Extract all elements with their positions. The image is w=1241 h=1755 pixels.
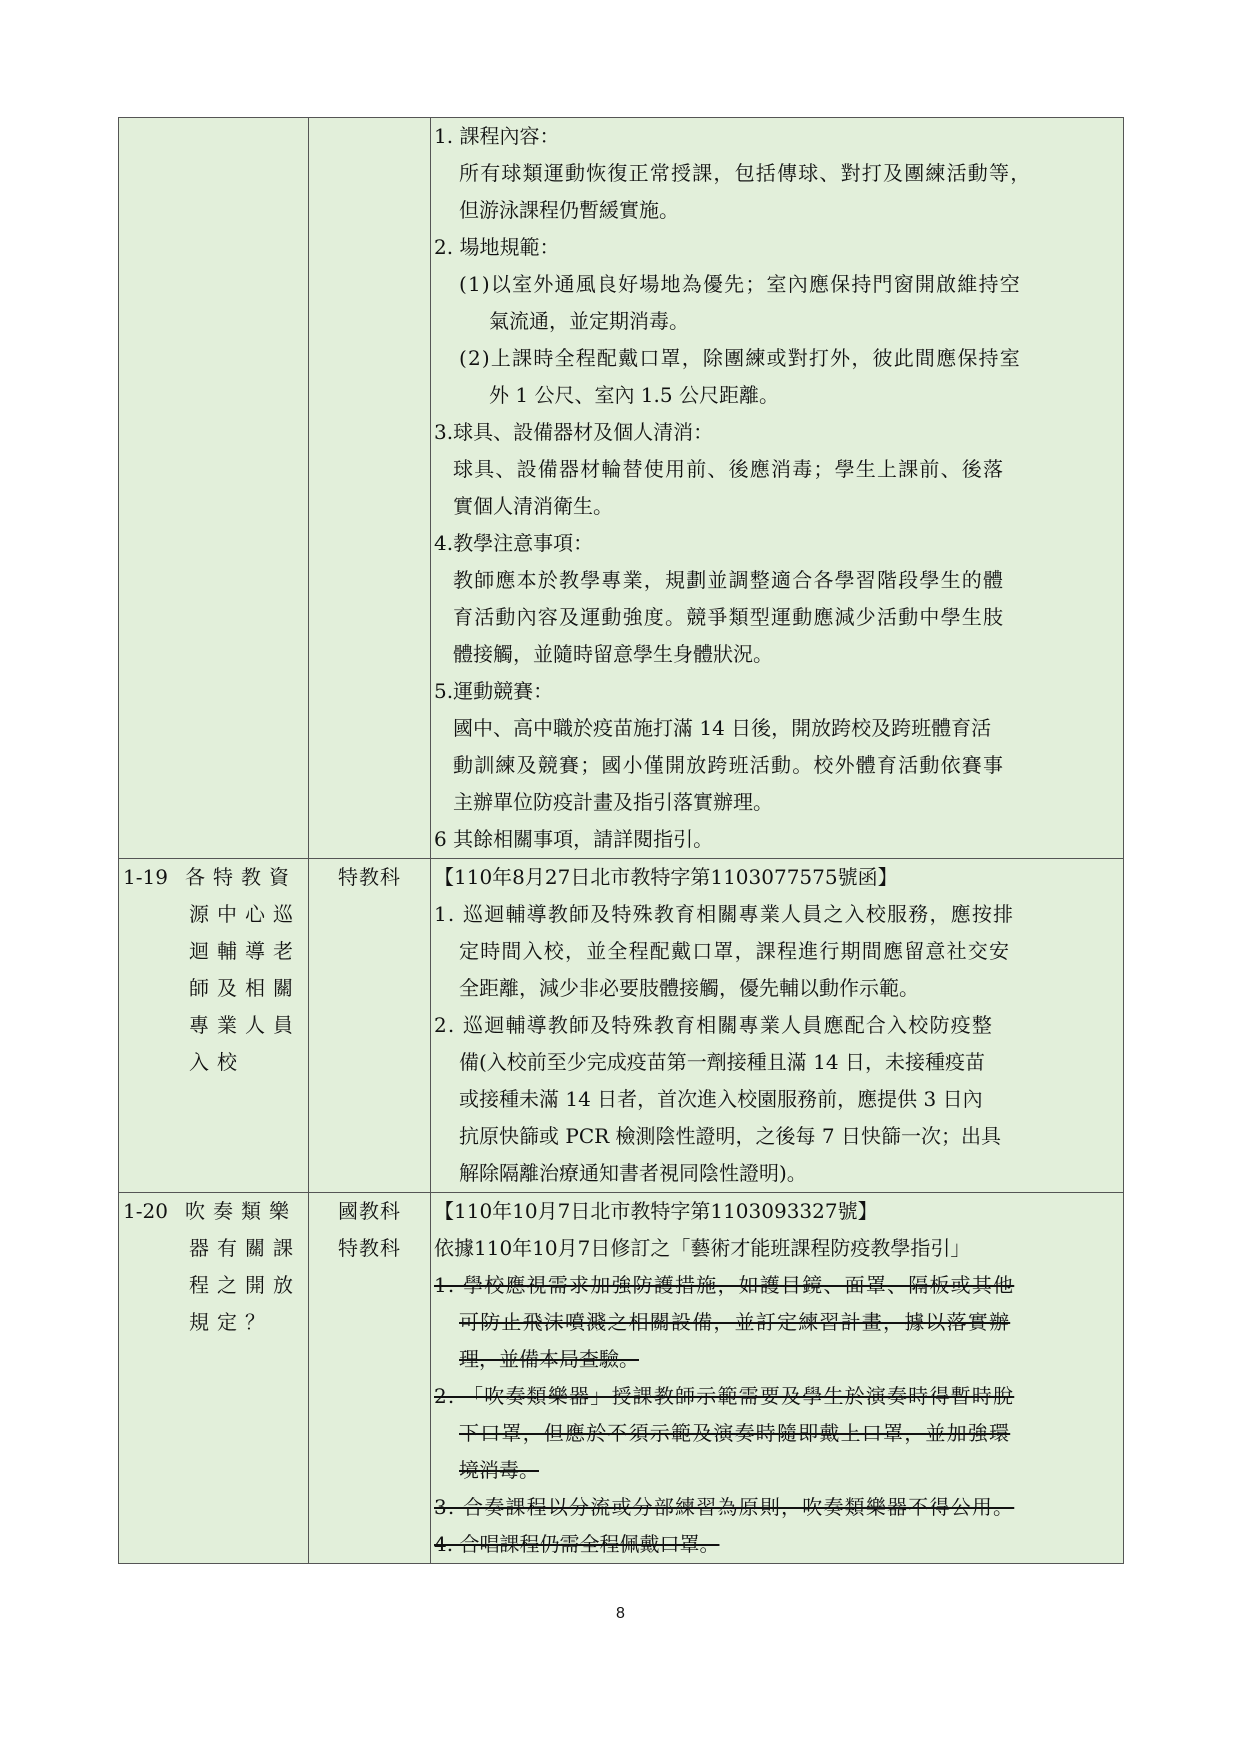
content-line: 【110年8月27日北市教特字第1103077575號函】	[434, 865, 898, 889]
item-title-line: 吹奏類樂	[185, 1199, 297, 1223]
struck-line: 理，並備本局查驗。	[459, 1347, 639, 1371]
content-line: 氣流通，並定期消毒。	[489, 309, 689, 333]
content-line: 或接種未滿 14 日者，首次進入校園服務前，應提供 3 日內	[459, 1087, 983, 1111]
struck-line: 境消毒。	[459, 1458, 539, 1482]
content-line: 3.球具、設備器材及個人清消：	[434, 420, 714, 444]
struck-line: 3. 合奏課程以分流或分部練習為原則，吹奏類樂器不得公用。	[434, 1495, 1015, 1519]
content-line: 動訓練及競賽；國小僅開放跨班活動。校外體育活動依賽事	[453, 753, 1005, 777]
content-line: 球具、設備器材輪替使用前、後應消毒；學生上課前、後落	[453, 457, 1005, 481]
dept-cell	[309, 859, 431, 1193]
content-line: 6 其餘相關事項，請詳閱指引。	[434, 827, 714, 851]
content-line: 定時間入校，並全程配戴口罩，課程進行期間應留意社交安	[459, 939, 1011, 963]
content-line: 5.運動競賽：	[434, 679, 554, 703]
content-line: 1. 巡迴輔導教師及特殊教育相關專業人員之入校服務，應按排	[434, 902, 1015, 926]
content-line: 1. 課程內容：	[434, 124, 560, 148]
table-row	[119, 1193, 1124, 1564]
content-line: 4.教學注意事項：	[434, 531, 594, 555]
item-title-line: 入校	[189, 1050, 245, 1074]
item-title-line: 器有關課	[189, 1236, 301, 1260]
table-row	[119, 859, 1124, 1193]
content-line: 解除隔離治療通知書者視同陰性證明)。	[459, 1161, 807, 1185]
struck-line: 可防止飛沫噴濺之相關設備，並訂定練習計畫，據以落實辦	[459, 1310, 1011, 1334]
dept-cell	[309, 118, 431, 859]
item-cell	[119, 859, 309, 1193]
content-cell	[431, 1193, 1124, 1564]
dept-cell	[309, 1193, 431, 1564]
content-line: 所有球類運動恢復正常授課，包括傳球、對打及團練活動等，	[459, 161, 1032, 185]
content-line: 2. 場地規範：	[434, 235, 560, 259]
item-number: 1-19	[123, 865, 168, 889]
content-line: (1)以室外通風良好場地為優先；室內應保持門窗開啟維持空	[459, 272, 1021, 296]
dept-name: 國教科	[338, 1199, 401, 1223]
content-line: 抗原快篩或 PCR 檢測陰性證明，之後每 7 日快篩一次；出具	[459, 1124, 1001, 1148]
item-cell	[119, 1193, 309, 1564]
content-line: 體接觸，並隨時留意學生身體狀況。	[453, 642, 773, 666]
content-line: 備(入校前至少完成疫苗第一劑接種且滿 14 日，未接種疫苗	[459, 1050, 985, 1074]
struck-line: 1. 學校應視需求加強防護措施，如護目鏡、面罩、隔板或其他	[434, 1273, 1015, 1297]
content-line: 主辦單位防疫計畫及指引落實辦理。	[453, 790, 773, 814]
content-line: 育活動內容及運動強度。競爭類型運動應減少活動中學生肢	[453, 605, 1005, 629]
content-line: (2)上課時全程配戴口罩，除團練或對打外，彼此間應保持室	[459, 346, 1021, 370]
dept-name: 特教科	[338, 1236, 401, 1260]
table-row	[119, 118, 1124, 859]
content-line: 實個人清消衛生。	[453, 494, 613, 518]
struck-line: 2. 「吹奏類樂器」授課教師示範需要及學生於演奏時得暫時脫	[434, 1384, 1015, 1408]
content-line: 外 1 公尺、室內 1.5 公尺距離。	[489, 383, 779, 407]
content-line: 2. 巡迴輔導教師及特殊教育相關專業人員應配合入校防疫整	[434, 1013, 994, 1037]
content-cell	[431, 118, 1124, 859]
content-line: 全距離，減少非必要肢體接觸，優先輔以動作示範。	[459, 976, 919, 1000]
item-title-line: 規定？	[189, 1310, 273, 1334]
content-line: 但游泳課程仍暫緩實施。	[459, 198, 679, 222]
item-title-line: 專業人員	[189, 1013, 301, 1037]
dept-name: 特教科	[338, 865, 401, 889]
item-number: 1-20	[123, 1199, 168, 1223]
item-title-line: 師及相關	[189, 976, 301, 1000]
item-title-line: 源中心巡	[189, 902, 301, 926]
content-line: 教師應本於教學專業，規劃並調整適合各學習階段學生的體	[453, 568, 1005, 592]
content-cell	[431, 859, 1124, 1193]
content-line: 國中、高中職於疫苗施打滿 14 日後，開放跨校及跨班體育活	[453, 716, 992, 740]
struck-line: 下口罩，但應於不須示範及演奏時隨即戴上口罩，並加強環	[459, 1421, 1011, 1445]
guidance-table	[118, 117, 1124, 1564]
content-line: 【110年10月7日北市教特字第1103093327號】	[434, 1199, 878, 1223]
struck-line: 4. 合唱課程仍需全程佩戴口罩。	[434, 1532, 720, 1556]
item-title-line: 迴輔導老	[189, 939, 301, 963]
page-number: 8	[616, 1605, 625, 1622]
item-title-line: 程之開放	[189, 1273, 301, 1297]
content-line: 依據110年10月7日修訂之「藝術才能班課程防疫教學指引」	[434, 1236, 971, 1260]
item-title-line: 各特教資	[185, 865, 297, 889]
item-cell	[119, 118, 309, 859]
